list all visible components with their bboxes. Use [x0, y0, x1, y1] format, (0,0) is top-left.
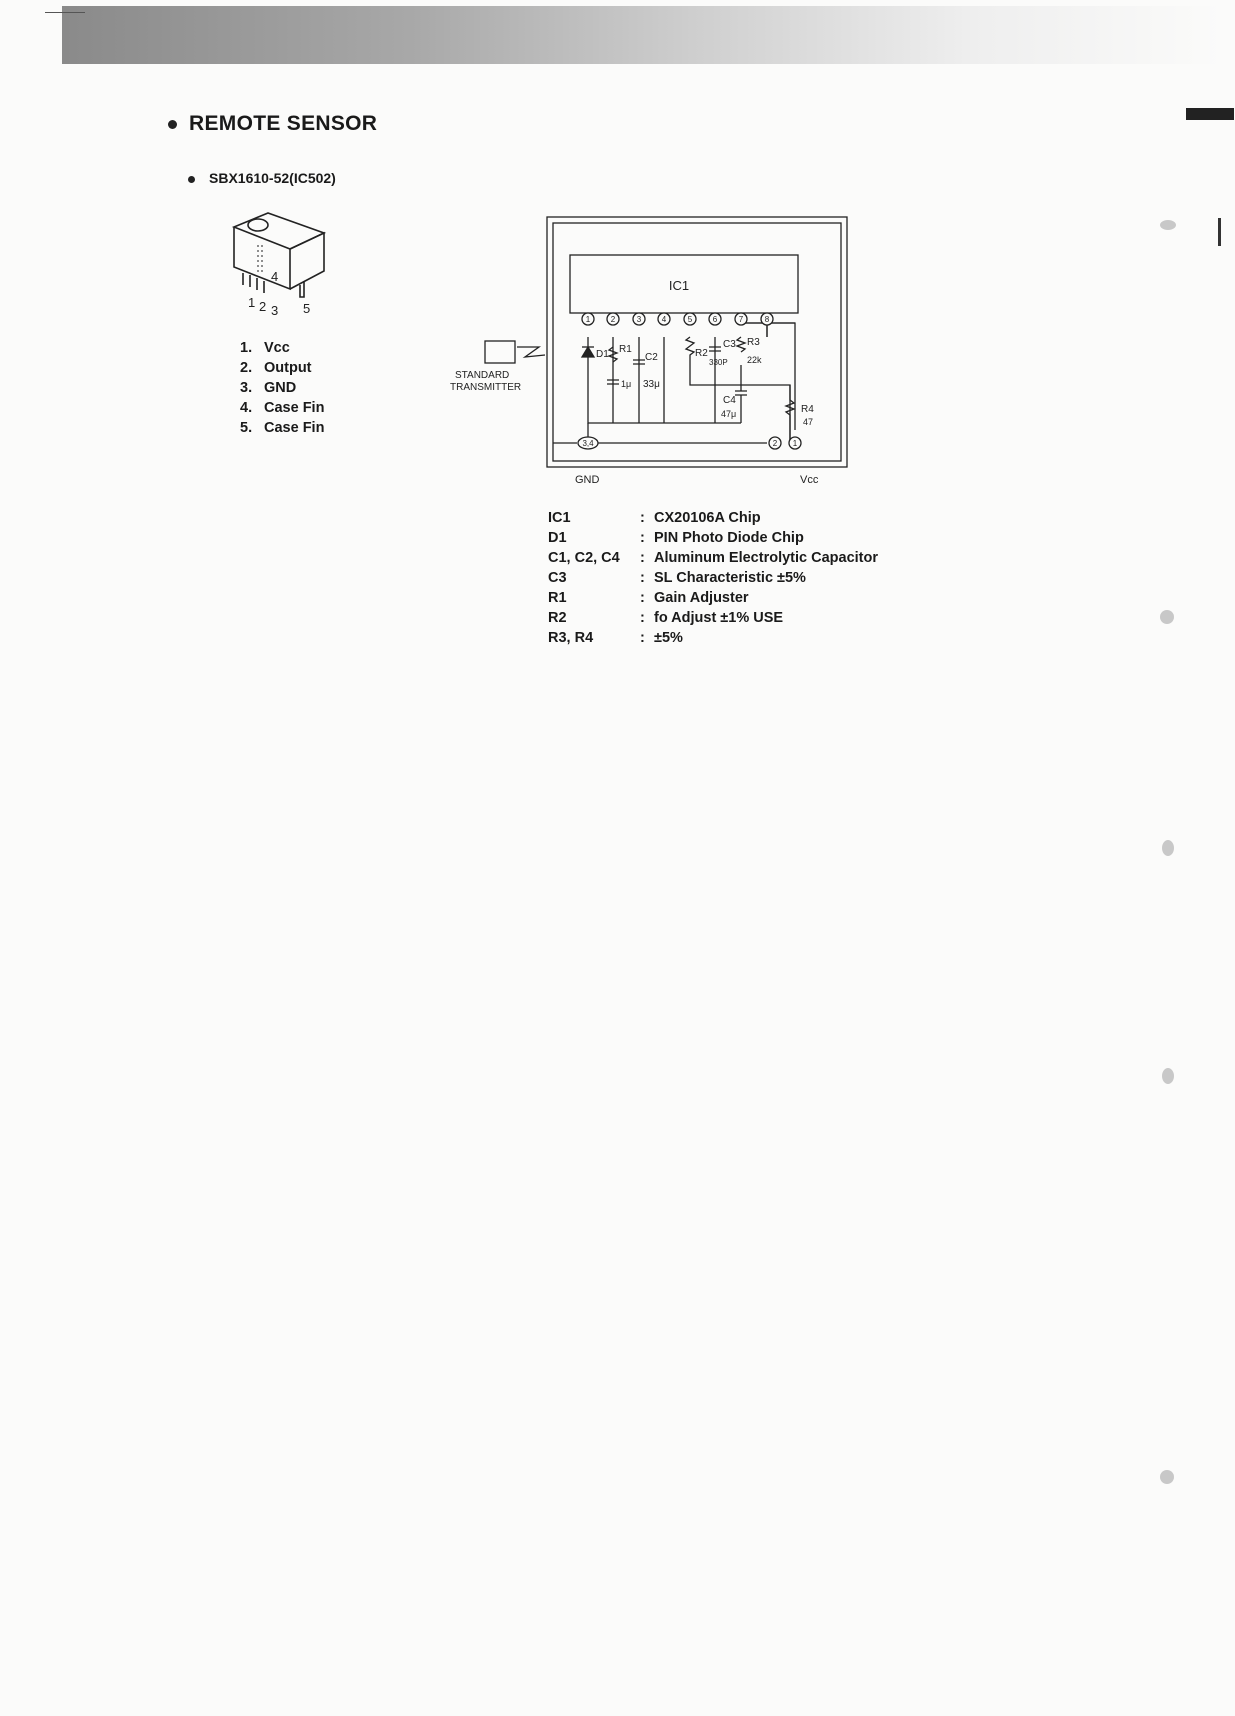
pin-list	[240, 338, 324, 438]
parts-list	[548, 508, 878, 648]
pin-label: 4	[271, 269, 279, 284]
c4-value: 47μ	[721, 409, 737, 419]
sensor-package-drawing	[228, 205, 348, 325]
bullet-icon	[188, 176, 195, 183]
section-title: REMOTE SENSOR	[189, 112, 378, 135]
punch-hole-shadow	[1160, 1470, 1174, 1484]
c2-label: C2	[645, 352, 658, 363]
c2-value: 33μ	[643, 379, 660, 390]
table-row: C1, C2, C4 : Aluminum Electrolytic Capacitor	[548, 550, 878, 566]
pin-label: 2	[259, 299, 267, 314]
table-row: IC1 : CX20106A Chip	[548, 510, 761, 526]
punch-hole-shadow	[1160, 610, 1174, 624]
vcc-pin-label: 1	[792, 439, 798, 448]
pin-label: 5	[303, 301, 311, 316]
pin-label: 1	[248, 295, 256, 310]
table-row: D1 : PIN Photo Diode Chip	[548, 530, 804, 546]
punch-hole-shadow	[1160, 220, 1176, 230]
ic-pin-label: 6	[712, 315, 718, 324]
ic-pin-label: 2	[610, 315, 616, 324]
scan-mark	[45, 12, 85, 13]
vcc-label: Vcc	[800, 474, 819, 486]
list-item: 4. Case Fin	[240, 400, 325, 416]
table-row: R3, R4 : ±5%	[548, 630, 683, 646]
list-item: 5. Case Fin	[240, 420, 325, 436]
r3-label: R3	[747, 337, 760, 348]
page-title	[168, 112, 377, 136]
bullet-icon	[168, 120, 177, 129]
r4-label: R4	[801, 404, 814, 415]
table-row: R1 : Gain Adjuster	[548, 590, 749, 606]
ic-pin-label: 3	[636, 315, 642, 324]
d1-label: D1	[596, 349, 609, 360]
ic-pin-label: 1	[585, 315, 591, 324]
page-edge-mark	[1218, 218, 1221, 246]
c1-value: 1μ	[621, 379, 632, 389]
part-number: SBX1610-52(IC502)	[209, 170, 336, 186]
ic-label: IC1	[668, 278, 690, 293]
r4-value: 47	[803, 417, 814, 427]
list-item: 3. GND	[240, 380, 297, 396]
punch-hole-shadow	[1162, 1068, 1174, 1084]
c3-label: C3	[723, 339, 736, 350]
ic-pin-label: 7	[738, 315, 744, 324]
gnd-label: GND	[575, 474, 600, 486]
c3-value: 330P	[709, 358, 728, 367]
transmitter-label: TRANSMITTER	[450, 382, 522, 393]
page-edge-tab	[1186, 108, 1234, 120]
ic-pin-label: 5	[687, 315, 693, 324]
punch-hole-shadow	[1162, 840, 1174, 856]
list-item: 1. Vcc	[240, 340, 290, 356]
part-heading	[188, 170, 336, 186]
table-row: R2 : fo Adjust ±1% USE	[548, 610, 784, 626]
ic-pin-label: 4	[661, 315, 667, 324]
vcc-pin-label: 2	[772, 439, 778, 448]
circuit-diagram	[445, 215, 865, 495]
r3-value: 22k	[747, 355, 762, 365]
pin-label: 3	[271, 303, 279, 318]
table-row: C3 : SL Characteristic ±5%	[548, 570, 806, 586]
list-item: 2. Output	[240, 360, 312, 376]
r2-label: R2	[695, 348, 708, 359]
gnd-pin-label: 3,4	[582, 439, 594, 448]
scan-header-band	[62, 6, 1222, 64]
r1-label: R1	[619, 344, 632, 355]
transmitter-label: STANDARD	[455, 370, 510, 381]
ic-pin-label: 8	[764, 315, 770, 324]
c4-label: C4	[723, 395, 736, 406]
